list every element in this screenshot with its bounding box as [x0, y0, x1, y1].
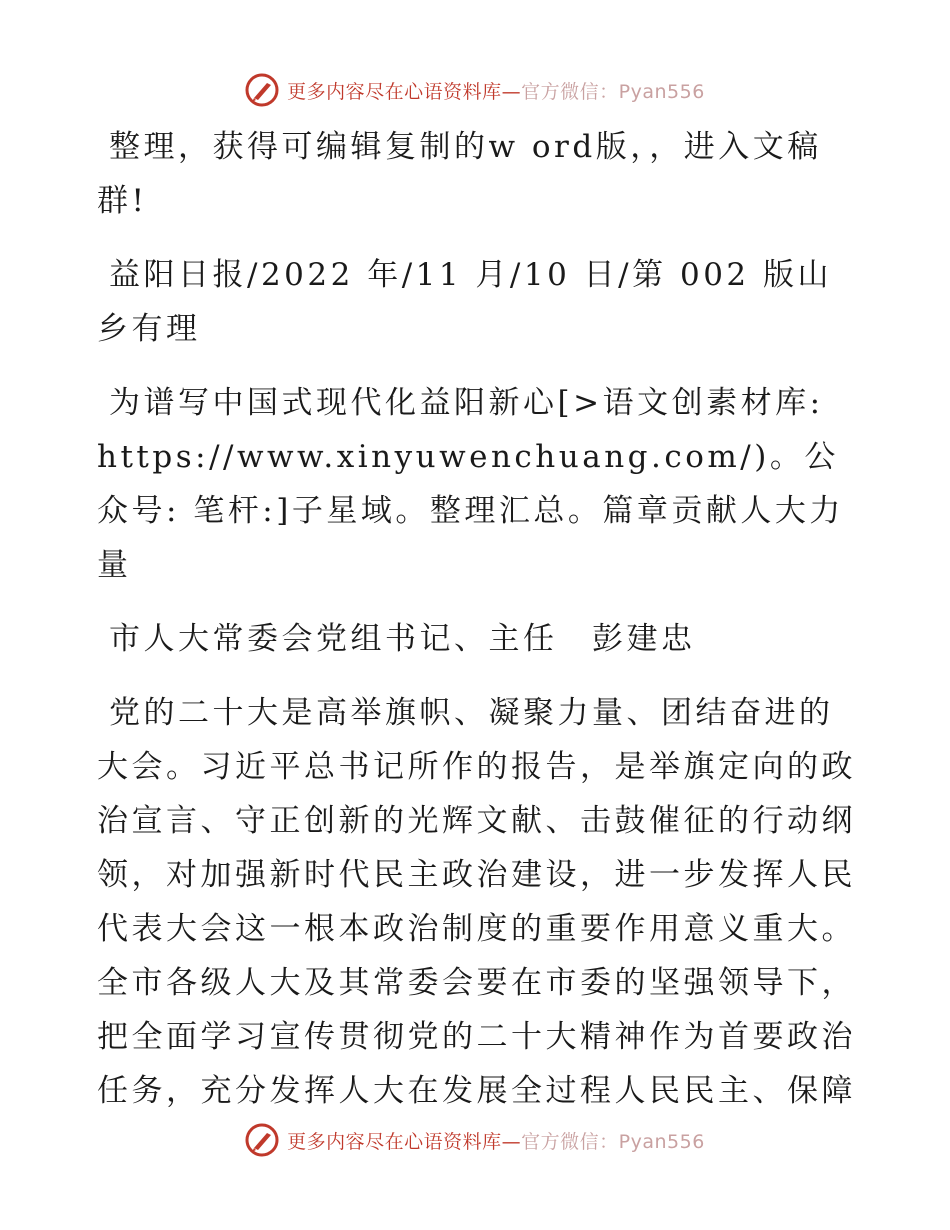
watermark-separator: — [501, 80, 522, 103]
header-watermark [0, 70, 950, 110]
watermark-wechat-text: 官方微信：Pyan556 [521, 1130, 705, 1153]
footer-watermark [0, 1120, 950, 1160]
paragraph-source: 益阳日报/2022 年/11 月/10 日/第 002 版山乡有理 [97, 257, 833, 347]
paragraph-intro: 整理，获得可编辑复制的w ord版，，进入文稿群! [97, 129, 822, 219]
paragraph-body: 党的二十大是高举旗帜、凝聚力量、团结奋进的大会。习近平总书记所作的报告，是举旗定向的政治宣言、守正创新的光辉文献、击鼓催征的行动纲领，对加强新时代民主政治建设，进一步发挥人民代表大会这一根本政治制度的重要作用意义重大。全市各级人大及其常委会要在市委的坚强领导下，把全面学习宣传贯彻党的二十大精神作为首要政治任务，充分发挥人大在发展全过程人民民主、保障 [97, 695, 856, 1109]
watermark-separator: — [501, 1130, 522, 1153]
quill-logo-icon [245, 73, 279, 107]
quill-logo-icon [245, 1123, 279, 1157]
watermark-brand-text: 更多内容尽在心语资料库 [287, 80, 502, 103]
paragraph-author: 市人大常委会党组书记、主任 彭建忠 [109, 621, 696, 657]
document-body [97, 120, 857, 1138]
watermark-wechat-text: 官方微信：Pyan556 [521, 80, 705, 103]
watermark-brand-text: 更多内容尽在心语资料库 [287, 1130, 502, 1153]
paragraph-title: 为谱写中国式现代化益阳新心[>语文创素材库: https://www.xinyuwenchuang.com/)。公众号: 笔杆:]子星域。整理汇总。篇章贡献人大力量 [97, 385, 844, 583]
